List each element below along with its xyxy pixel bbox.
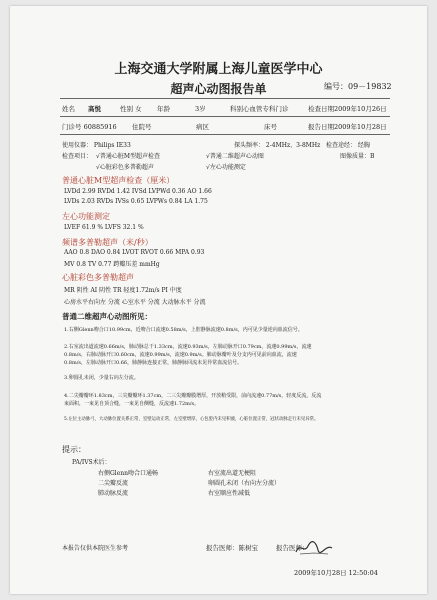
item-lv-function: √左心功能测定 <box>206 164 246 171</box>
exam-date: 检查日期2009年10月26日 <box>308 105 387 113</box>
finding-1: 1.右侧Glenn吻合口10.99cm，近吻合口流速0.58m/s，上腔静脉流速0.8m/s，内可见少量逆向血流信号。 <box>64 327 303 333</box>
doppler-row1: AAO 0.8 DAO 0.84 LVOT RVOT 0.66 MPA 0.93 <box>64 249 205 256</box>
report-timestamp: 2009年10月28日 12:50:04 <box>294 569 378 577</box>
image-quality: 图像质量：B <box>340 153 375 160</box>
clinic-number: 门诊号 60885916 <box>62 123 117 131</box>
doppler-title: 频谱多普勒超声（米/秒） <box>62 238 153 247</box>
probe-frequency: 探头频率： 2-4MHz、3-8MHz <box>234 142 321 149</box>
finding-2b: 0.8m/s，右肺动脉开口0.60cm，流速0.99m/s，流速0.9m/s。肺动脉瓣叶及分支内可见前向血流，流速 <box>64 352 297 358</box>
hospital-name: 上海交通大学附属上海儿童医学中心 <box>114 62 323 77</box>
name-label: 姓名 <box>62 105 75 113</box>
review-doctor-label: 报告医师： <box>276 544 309 552</box>
mmode-title: 普通心脏M型超声检查（厘米） <box>62 176 175 185</box>
finding-2c: 0.8m/s，左肺动脉开口0.66，肺静脉连接正常，肺静脉回流未见异常血流信号。 <box>64 360 243 366</box>
rule-header <box>60 98 390 99</box>
age-label: 年龄 <box>157 105 170 113</box>
admission-number: 住院号 <box>132 123 152 131</box>
serial-number: 编号：09－19832 <box>324 82 392 91</box>
lvfunc-title: 左心功能测定 <box>62 212 110 221</box>
hint-right3: 右室顺应性减低 <box>208 490 251 497</box>
lvfunc-row: LVEF 61.9 % LVFS 32.1 % <box>64 224 144 231</box>
patient-age: 3岁 <box>195 105 206 113</box>
hint-right1: 右室流出道无梗阻 <box>208 470 257 477</box>
findings-title: 普通二维超声心动图所见： <box>62 312 152 321</box>
report-title: 超声心动图报告单 <box>170 82 267 96</box>
color-row2: 心房水平右向左 分流 心室水平 分流 大动脉水平 分流 <box>64 299 206 306</box>
report-doctor: 报告医师：陈树宝 <box>206 544 258 552</box>
finding-4b: 束面积，一束见自顶合缝，一束见自侧缝，反流速1.72m/s。 <box>64 401 200 407</box>
report-paper <box>10 6 427 594</box>
exam-method: 检查途经： 经胸 <box>326 142 370 149</box>
patient-name: 高悦 <box>88 105 101 113</box>
ward: 病区 <box>196 123 209 131</box>
footer-note: 本报告仅供本院医生参考 <box>62 545 129 552</box>
rule-patient2 <box>60 134 390 135</box>
hint-right2: 卵圆孔未闭（右向左分流） <box>208 480 281 487</box>
department: 科别心血管专科门诊 <box>230 105 289 113</box>
mmode-row2: LVDs 2.03 RVDs IVSs 0.65 LVPWs 0.84 LA 1.75 <box>64 198 208 205</box>
color-doppler-title: 心脏彩色多普勒超声 <box>62 273 134 282</box>
signature-mark <box>294 540 334 556</box>
item-color-doppler: √心脏彩色多普勒超声 <box>96 164 154 171</box>
patient-sex: 性别 女 <box>120 105 142 113</box>
color-row1: MR 阴性 AI 阴性 TR 轻度1.72m/s PI 中度 <box>64 287 182 294</box>
item-2d: √普通二维超声心动图 <box>206 153 264 160</box>
hint-pa: PA/IVS术后： <box>72 459 111 466</box>
mmode-row1: LVDd 2.99 RVDd 1.42 IVSd LVPWd 0.36 AO 1.66 <box>64 188 212 195</box>
hint-title: 提示： <box>62 445 86 454</box>
finding-5: 5.左位主动脉弓，大动脉位置关系正常，室壁运动正常，左室壁增厚，心包腔内未见积液，心脏位置正常，冠状动脉走行未见异常。 <box>64 417 319 422</box>
rule-patient1 <box>60 116 390 117</box>
report-date: 报告日期2009年10月28日 <box>308 123 387 131</box>
finding-3: 3.卵圆孔未闭，少量右向左分流。 <box>64 375 139 381</box>
item-mmode: √普通心脏M型超声检查 <box>96 153 160 160</box>
doppler-row2: MV 0.8 TV 0.77 跨瓣压差 mmHg <box>64 261 160 268</box>
bed-number: 床号 <box>264 123 277 131</box>
hint-left1: 右侧Glenn吻合口通畅 <box>98 470 158 477</box>
hint-left3: 肺动脉反流 <box>98 490 129 497</box>
finding-2a: 2.右室流出道流速0.66m/s，肺动脉总干1.33cm，流速0.93m/s，左肺动脉开口0.79cm，流速0.99m/s，流速 <box>64 344 312 350</box>
hint-left2: 二尖瓣反流 <box>98 480 129 487</box>
finding-4a: 4.二尖瓣瓣环1.83cm，三尖瓣瓣环1.37cm，二三尖瓣瓣膜增厚，开放稍受限，前向流速0.77m/s，轻度反流，反流 <box>64 393 322 399</box>
machine: 使用仪器： Philips IE33 <box>62 142 131 149</box>
content-label: 检查项目： <box>62 153 93 160</box>
